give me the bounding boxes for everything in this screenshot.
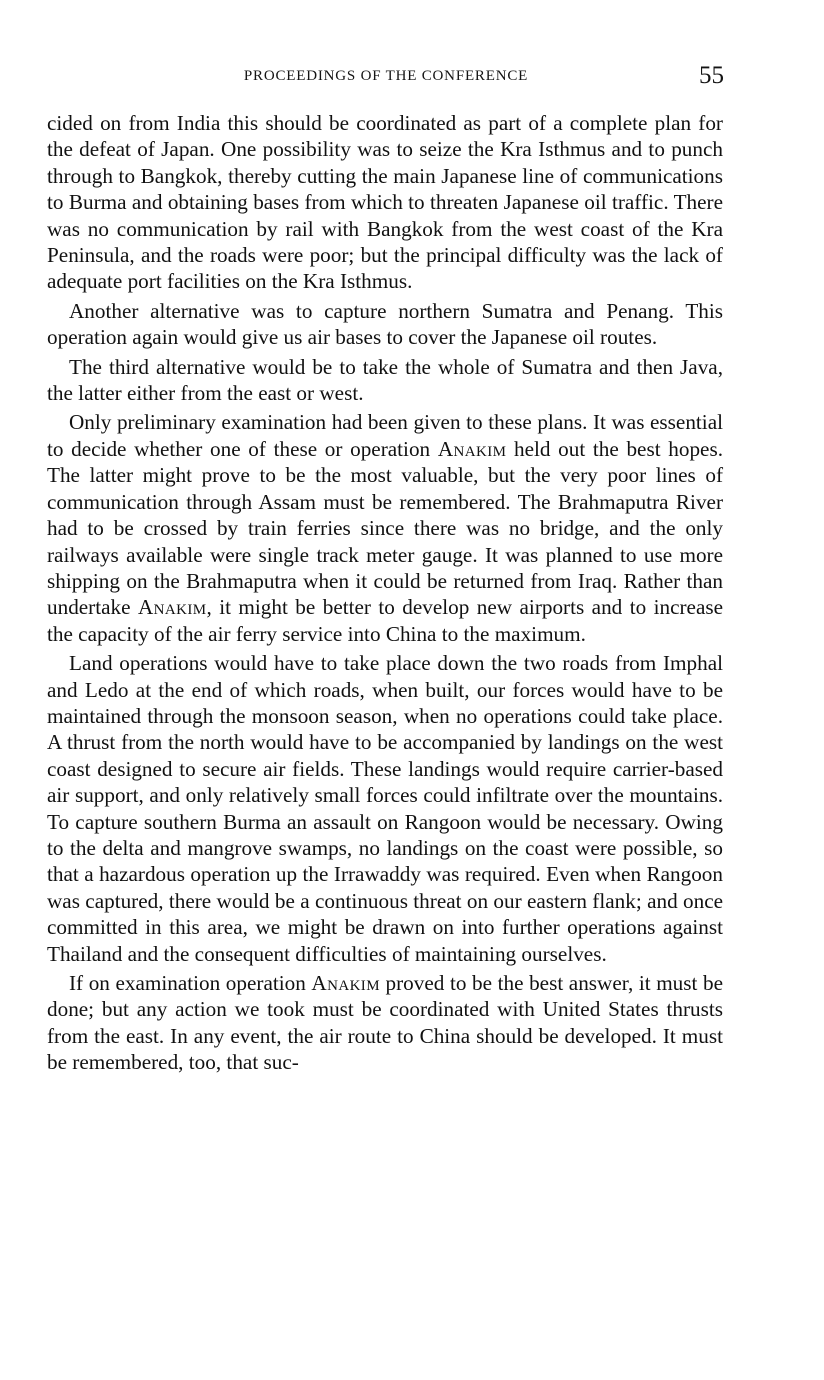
paragraph-text: The third alternative would be to take the whole of Sumatra and then Java, the latter either from the east or west.	[47, 354, 723, 406]
operation-name: Anakim	[137, 595, 207, 620]
paragraph-text: Only preliminary examination had been given to these plans. It was essential to decide whether one of these or operation	[47, 410, 723, 461]
operation-name: Anakim	[437, 436, 507, 461]
paragraph-text: Another alternative was to capture northern Sumatra and Penang. This operation again would give us air bases to cover the Japanese oil routes.	[47, 298, 723, 350]
paragraph-text: Land operations would have to take place down the two roads from Imphal and Ledo at the end of which roads, when built, our forces would have to be maintained through the monsoon season, when no operations could take place. A thrust from the north would have to be accompanied by landings on the west coast designed to secure air fields. These landings would require carrier-based air support, and only relatively small forces could infiltrate over the mountains. To capture southern Burma an assault on Rangoon would be necessary. Owing to the delta and mangrove swamps, no landings on the coast were possible, so that a hazardous operation up the Irrawaddy was required. Even when Rangoon was captured, there would be a continuous threat on our eastern flank; and once committed in this area, we might be drawn on into further operations against Thailand and the consequent difficulties of maintaining ourselves.	[47, 651, 723, 966]
running-head	[48, 62, 724, 98]
paragraph	[47, 970, 723, 1076]
page-number: 55	[699, 62, 724, 89]
paragraph	[47, 650, 723, 967]
operation-name: Anakim	[311, 971, 380, 995]
paragraph	[47, 409, 723, 647]
paragraph	[47, 298, 723, 351]
paragraph-text: held out the best hopes. The latter might prove to be the most valuable, but the very poor lines of communication through Assam must be remembered. The Brahmaputra River had to be crossed by train ferries since there was no bridge, and the only railways available were single track meter gauge. It was planned to use more shipping on the Brahmaputra when it could be returned from Iraq. Rather than undertake	[47, 436, 723, 620]
paragraph-text: , it might be better to develop new airports and to increase the capacity of the air ferry service into China to the maximum.	[47, 595, 724, 646]
running-title: PROCEEDINGS OF THE CONFERENCE	[243, 68, 529, 84]
paragraph-text: cided on from India this should be coordinated as part of a complete plan for the defeat of Japan. One possibility was to seize the Kra Isthmus and to punch through to Bangkok, thereby cutting the main Japanese line of communications to Burma and obtaining bases from which to threaten Japanese oil traffic. There was no communication by rail with Bangkok from the west coast of the Kra Peninsula, and the roads were poor; but the principal difficulty was the lack of adequate port facilities on the Kra Isthmus.	[47, 111, 723, 294]
paragraph	[47, 110, 723, 295]
paragraph	[47, 354, 723, 407]
paragraph-text: proved to be the best answer, it must be done; but any action we took must be coordinated with United States thrusts from the east. In any event, the air route to China should be developed. It must be remembered, too, that suc-	[47, 971, 723, 1075]
paragraph-text: If on examination operation	[69, 971, 312, 995]
body-text	[47, 110, 723, 1076]
